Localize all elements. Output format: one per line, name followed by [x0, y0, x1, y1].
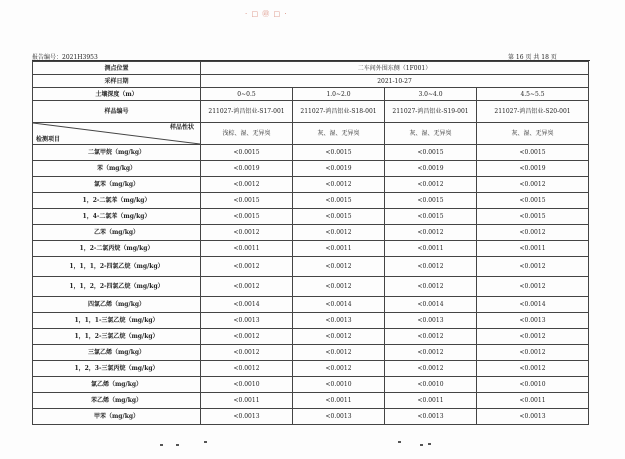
- result-value: <0.0019: [385, 161, 477, 177]
- result-value: <0.0012: [477, 329, 589, 345]
- sample-label: 样品编号: [33, 101, 201, 123]
- result-value: <0.0014: [385, 297, 477, 313]
- result-value: <0.0015: [201, 193, 293, 209]
- trait-cell: 灰、湿、无异臭: [477, 123, 589, 145]
- result-row: [33, 329, 589, 345]
- analyte-name: 1，2，3-三氯丙烷（mg/kg）: [33, 361, 201, 377]
- result-value: <0.0013: [477, 313, 589, 329]
- page-number: 第 16 页 共 18 页: [508, 54, 557, 61]
- trait-cell: 浅棕、湿、无异臭: [201, 123, 293, 145]
- report-number: 报告编号：2021H3953: [32, 54, 98, 61]
- result-value: <0.0012: [201, 277, 293, 297]
- analyte-name: 1，1，1-三氯乙烷（mg/kg）: [33, 313, 201, 329]
- sample-cell: 211027-鸿昌铝业-S18-001: [293, 101, 385, 123]
- result-value: <0.0012: [293, 257, 385, 277]
- result-value: <0.0012: [477, 257, 589, 277]
- scan-mark: [204, 441, 207, 443]
- result-value: <0.0015: [293, 193, 385, 209]
- result-value: <0.0019: [293, 161, 385, 177]
- analyte-name: 1，1，1，2-四氯乙烷（mg/kg）: [33, 257, 201, 277]
- result-row: [33, 361, 589, 377]
- analyte-name: 乙苯（mg/kg）: [33, 225, 201, 241]
- result-value: <0.0012: [477, 277, 589, 297]
- result-value: <0.0011: [293, 393, 385, 409]
- analyte-name: 苯乙烯（mg/kg）: [33, 393, 201, 409]
- analyte-name: 四氯乙烯（mg/kg）: [33, 297, 201, 313]
- result-value: <0.0010: [385, 377, 477, 393]
- result-value: <0.0010: [477, 377, 589, 393]
- result-value: <0.0015: [201, 209, 293, 225]
- result-value: <0.0010: [293, 377, 385, 393]
- analyte-name: 氯乙烯（mg/kg）: [33, 377, 201, 393]
- result-row: [33, 297, 589, 313]
- site-row: [33, 62, 589, 75]
- result-value: <0.0013: [385, 313, 477, 329]
- result-value: <0.0011: [385, 393, 477, 409]
- result-value: <0.0012: [201, 361, 293, 377]
- result-value: <0.0012: [477, 177, 589, 193]
- analyte-name: 1，2-二氯苯（mg/kg）: [33, 193, 201, 209]
- result-value: <0.0012: [201, 177, 293, 193]
- depth-cell: 3.0~4.0: [385, 88, 477, 101]
- scan-marks: [0, 444, 625, 454]
- result-value: <0.0012: [293, 277, 385, 297]
- depth-cell: 0~0.5: [201, 88, 293, 101]
- result-value: <0.0012: [201, 329, 293, 345]
- result-value: <0.0012: [293, 177, 385, 193]
- result-row: [33, 241, 589, 257]
- result-value: <0.0011: [293, 241, 385, 257]
- result-value: <0.0015: [477, 145, 589, 161]
- result-value: <0.0012: [201, 345, 293, 361]
- result-value: <0.0011: [201, 393, 293, 409]
- analyte-name: 1，2-二氯丙烷（mg/kg）: [33, 241, 201, 257]
- depth-cell: 1.0~2.0: [293, 88, 385, 101]
- result-value: <0.0014: [477, 297, 589, 313]
- result-row: [33, 277, 589, 297]
- analyte-name: 1，4-二氯苯（mg/kg）: [33, 209, 201, 225]
- result-value: <0.0012: [385, 345, 477, 361]
- result-row: [33, 313, 589, 329]
- date-label: 采样日期: [33, 75, 201, 88]
- result-row: [33, 225, 589, 241]
- result-row: [33, 345, 589, 361]
- date-value: 2021-10-27: [201, 75, 589, 88]
- date-row: [33, 75, 589, 88]
- analyte-name: 甲苯（mg/kg）: [33, 409, 201, 425]
- result-row: [33, 377, 589, 393]
- result-value: <0.0011: [201, 241, 293, 257]
- result-value: <0.0012: [385, 257, 477, 277]
- result-value: <0.0015: [477, 209, 589, 225]
- result-value: <0.0012: [477, 225, 589, 241]
- trait-label: 样品性状: [169, 124, 194, 131]
- depth-row: [33, 88, 589, 101]
- trait-cell: 灰、湿、无异臭: [293, 123, 385, 145]
- result-row: [33, 409, 589, 425]
- result-value: <0.0019: [477, 161, 589, 177]
- sample-cell: 211027-鸿昌铝业-S19-001: [385, 101, 477, 123]
- result-row: [33, 145, 589, 161]
- site-label: 测点位置: [33, 62, 201, 75]
- result-value: <0.0012: [385, 361, 477, 377]
- result-value: <0.0014: [293, 297, 385, 313]
- result-value: <0.0012: [201, 225, 293, 241]
- result-value: <0.0012: [477, 345, 589, 361]
- result-value: <0.0014: [201, 297, 293, 313]
- result-value: <0.0015: [293, 145, 385, 161]
- result-value: <0.0012: [293, 225, 385, 241]
- scan-mark: [398, 441, 401, 443]
- result-value: <0.0019: [201, 161, 293, 177]
- result-value: <0.0012: [385, 177, 477, 193]
- result-value: <0.0013: [293, 409, 385, 425]
- result-row: [33, 209, 589, 225]
- result-value: <0.0015: [477, 193, 589, 209]
- sample-row: [33, 101, 589, 123]
- result-value: <0.0015: [385, 193, 477, 209]
- result-value: <0.0012: [293, 329, 385, 345]
- result-value: <0.0011: [477, 393, 589, 409]
- result-value: <0.0013: [477, 409, 589, 425]
- result-value: <0.0013: [201, 409, 293, 425]
- diagonal-header-cell: [33, 123, 201, 145]
- result-value: <0.0015: [201, 145, 293, 161]
- analyte-name: 1，1，2-三氯乙烷（mg/kg）: [33, 329, 201, 345]
- depth-label: 土壤深度（m）: [33, 88, 201, 101]
- depth-cell: 4.5~5.5: [477, 88, 589, 101]
- result-row: [33, 257, 589, 277]
- analyte-name: 氯苯（mg/kg）: [33, 177, 201, 193]
- scan-mark: [428, 443, 431, 445]
- result-value: <0.0012: [385, 225, 477, 241]
- result-value: <0.0015: [293, 209, 385, 225]
- result-value: <0.0012: [201, 257, 293, 277]
- item-label: 检测项目: [36, 136, 61, 143]
- result-row: [33, 177, 589, 193]
- trait-cell: 灰、湿、无异臭: [385, 123, 477, 145]
- result-value: <0.0012: [477, 361, 589, 377]
- scan-mark: [160, 444, 163, 446]
- top-stamp: · □ ㊞ □ ·: [245, 10, 288, 18]
- sample-cell: 211027-鸿昌铝业-S17-001: [201, 101, 293, 123]
- result-value: <0.0015: [385, 145, 477, 161]
- result-value: <0.0011: [385, 241, 477, 257]
- result-value: <0.0011: [477, 241, 589, 257]
- result-value: <0.0012: [385, 329, 477, 345]
- scan-mark: [420, 444, 423, 446]
- results-table: [32, 61, 589, 425]
- result-value: <0.0012: [385, 277, 477, 297]
- result-value: <0.0013: [385, 409, 477, 425]
- result-row: [33, 161, 589, 177]
- result-value: <0.0015: [385, 209, 477, 225]
- scan-mark: [176, 444, 179, 446]
- site-value: 二车间外围东侧（1F001）: [201, 62, 589, 75]
- result-value: <0.0012: [293, 345, 385, 361]
- result-row: [33, 193, 589, 209]
- analyte-name: 苯（mg/kg）: [33, 161, 201, 177]
- result-row: [33, 393, 589, 409]
- sample-cell: 211027-鸿昌铝业-S20-001: [477, 101, 589, 123]
- result-value: <0.0012: [293, 361, 385, 377]
- result-value: <0.0013: [293, 313, 385, 329]
- analyte-name: 1，1，2，2-四氯乙烷（mg/kg）: [33, 277, 201, 297]
- analyte-name: 二氯甲烷（mg/kg）: [33, 145, 201, 161]
- result-value: <0.0010: [201, 377, 293, 393]
- analyte-name: 三氯乙烯（mg/kg）: [33, 345, 201, 361]
- trait-row: [33, 123, 589, 145]
- result-value: <0.0013: [201, 313, 293, 329]
